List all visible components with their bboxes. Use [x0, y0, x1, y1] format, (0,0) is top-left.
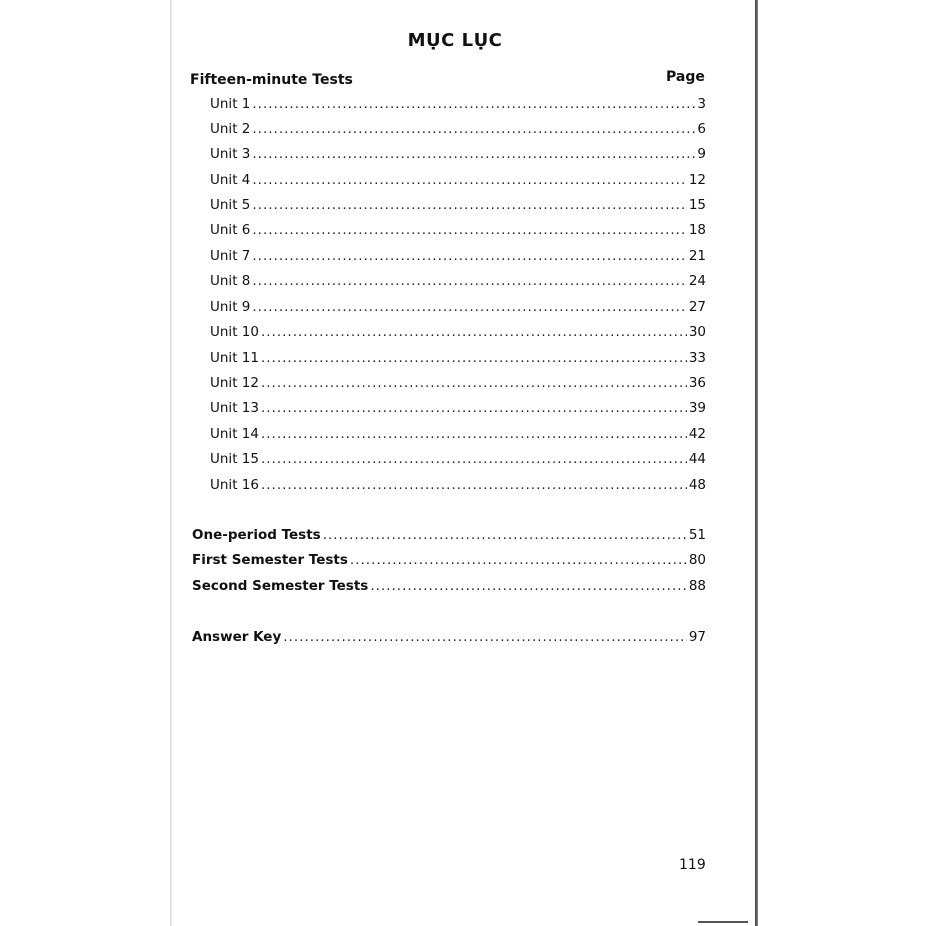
dot-leader — [261, 477, 687, 493]
toc-entry-label: Unit 9 — [210, 299, 251, 315]
dot-leader — [370, 578, 686, 594]
dot-leader — [252, 121, 695, 137]
dot-leader — [252, 96, 695, 112]
toc-row-unit-7[interactable] — [210, 248, 706, 268]
toc-entry-page: 33 — [688, 350, 706, 366]
toc-entry-label: Unit 14 — [210, 426, 259, 442]
page-edge-right — [755, 0, 758, 926]
toc-entry-page: 44 — [688, 451, 706, 467]
toc-entry-page: 48 — [688, 477, 706, 493]
toc-entry-page: 88 — [688, 578, 706, 594]
toc-entry-page: 21 — [688, 248, 706, 264]
toc-entry-page: 24 — [688, 273, 706, 289]
toc-entry-label: Unit 11 — [210, 350, 259, 366]
toc-entry-page: 51 — [688, 527, 706, 543]
toc-row-unit-12[interactable] — [210, 375, 706, 395]
toc-entry-label: Unit 15 — [210, 451, 259, 467]
toc-row-unit-6[interactable] — [210, 222, 706, 242]
dot-leader — [252, 299, 686, 315]
toc-entry-label: Unit 13 — [210, 400, 259, 416]
toc-entry-label: Answer Key — [192, 629, 282, 645]
dot-leader — [323, 527, 687, 543]
toc-entry-page: 27 — [688, 299, 706, 315]
toc-row-unit-15[interactable] — [210, 451, 706, 471]
toc-entry-label: Unit 4 — [210, 172, 251, 188]
dot-leader — [252, 172, 686, 188]
toc-entry-label: Unit 6 — [210, 222, 251, 238]
toc-entry-label: Unit 12 — [210, 375, 259, 391]
toc-entry-label: Unit 5 — [210, 197, 251, 213]
toc-row-unit-2[interactable] — [210, 121, 706, 141]
toc-row-unit-1[interactable] — [210, 96, 706, 116]
toc-entry-label: Unit 7 — [210, 248, 251, 264]
toc-entry-page: 9 — [697, 146, 706, 162]
toc-entry-page: 6 — [697, 121, 706, 137]
toc-entry-label: One-period Tests — [192, 527, 321, 543]
toc-entry-page: 12 — [688, 172, 706, 188]
dot-leader — [261, 324, 687, 340]
toc-entry-label: Unit 16 — [210, 477, 259, 493]
toc-entry-label: Unit 3 — [210, 146, 251, 162]
toc-row-unit-10[interactable] — [210, 324, 706, 344]
page-number: 119 — [679, 857, 706, 873]
toc-row-unit-4[interactable] — [210, 172, 706, 192]
toc-row-unit-3[interactable] — [210, 146, 706, 166]
toc-row-unit-5[interactable] — [210, 197, 706, 217]
dot-leader — [261, 375, 687, 391]
toc-entry-label: First Semester Tests — [192, 552, 348, 568]
toc-entry-page: 36 — [688, 375, 706, 391]
toc-entry-label: Second Semester Tests — [192, 578, 369, 594]
dot-leader — [252, 197, 686, 213]
toc-row-first-semester-tests[interactable] — [192, 552, 706, 572]
toc-row-unit-11[interactable] — [210, 350, 706, 370]
dot-leader — [261, 451, 687, 467]
dot-leader — [252, 222, 686, 238]
dot-leader — [252, 248, 686, 264]
page-column-header: Page — [666, 69, 705, 85]
toc-entry-label: Unit 10 — [210, 324, 259, 340]
toc-entry-label: Unit 8 — [210, 273, 251, 289]
page-bottom-mark — [698, 921, 748, 923]
dot-leader — [252, 146, 695, 162]
dot-leader — [283, 629, 687, 645]
toc-row-unit-14[interactable] — [210, 426, 706, 446]
toc-row-unit-9[interactable] — [210, 299, 706, 319]
toc-entry-page: 15 — [688, 197, 706, 213]
toc-row-unit-13[interactable] — [210, 400, 706, 420]
toc-entry-label: Unit 2 — [210, 121, 251, 137]
dot-leader — [252, 273, 686, 289]
section-heading-fifteen-minute: Fifteen-minute Tests — [190, 72, 353, 88]
dot-leader — [350, 552, 687, 568]
toc-entry-page: 3 — [697, 96, 706, 112]
toc-row-one-period-tests[interactable] — [192, 527, 706, 547]
page-edge-left — [170, 0, 172, 926]
toc-row-second-semester-tests[interactable] — [192, 578, 706, 598]
toc-entry-page: 42 — [688, 426, 706, 442]
toc-entry-page: 18 — [688, 222, 706, 238]
dot-leader — [261, 426, 687, 442]
dot-leader — [261, 350, 687, 366]
toc-entry-page: 39 — [688, 400, 706, 416]
toc-entry-page: 97 — [688, 629, 706, 645]
toc-entry-page: 30 — [688, 324, 706, 340]
toc-row-unit-8[interactable] — [210, 273, 706, 293]
toc-row-unit-16[interactable] — [210, 477, 706, 497]
toc-row-answer-key[interactable] — [192, 629, 706, 649]
dot-leader — [261, 400, 687, 416]
toc-entry-page: 80 — [688, 552, 706, 568]
toc-entry-label: Unit 1 — [210, 96, 251, 112]
page-title: MỤC LỤC — [407, 30, 503, 51]
